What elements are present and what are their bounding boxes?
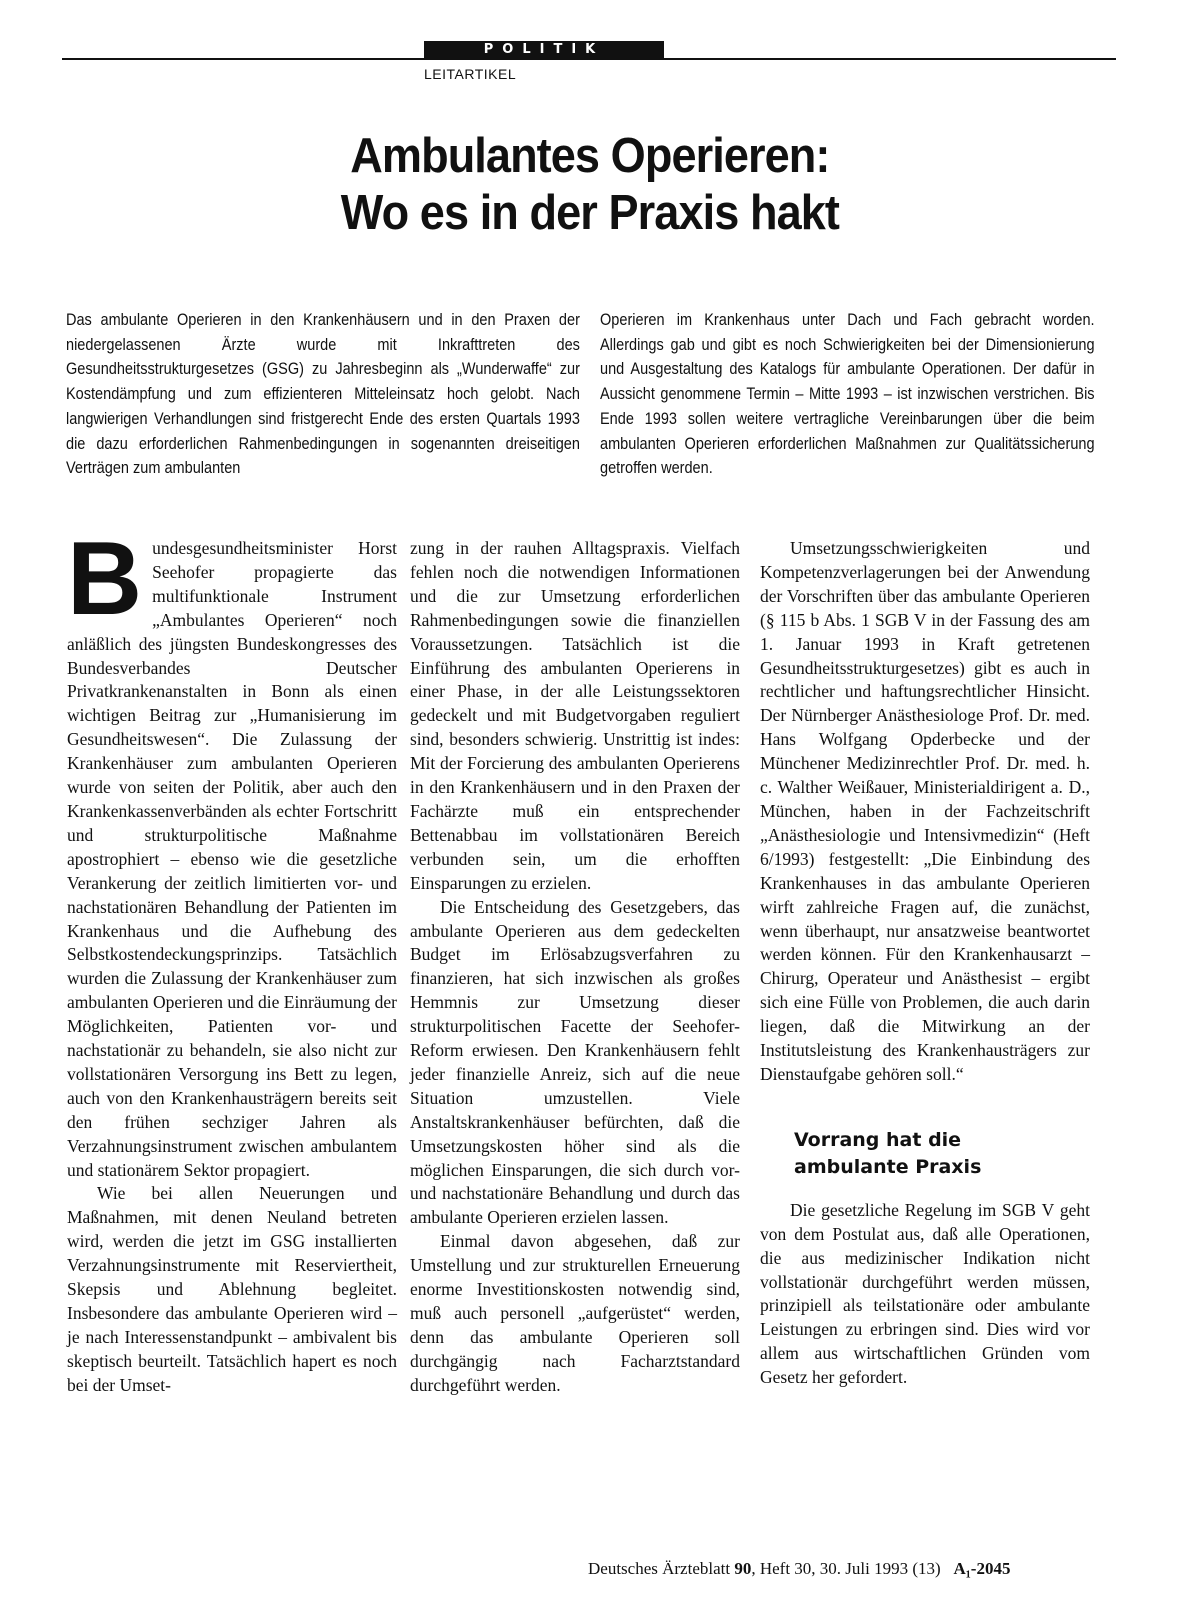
paragraph-5: Einmal davon abgesehen, daß zur Umstellung und zur strukturellen Erneuerung enorme Investitionskosten notwendig sind, muß auch personell „aufgerüstet“ werden, denn das ambulante Operieren soll durchgängig nach Facharztstandard durchgeführt werden. xyxy=(410,1231,740,1395)
body-column-1 xyxy=(67,521,397,1398)
lead-column-1 xyxy=(66,308,580,481)
headline-line-2: Wo es in der Praxis hakt xyxy=(340,186,839,240)
lead-column-2 xyxy=(600,308,1095,481)
subheading-line-1: Vorrang hat die xyxy=(794,1128,962,1151)
headline-line-1: Ambulantes Operieren: xyxy=(350,129,830,183)
volume-number: 90 xyxy=(734,1559,752,1578)
body-column-3 xyxy=(760,537,1090,1390)
header-rule xyxy=(62,58,1116,60)
paragraph-1-text: undesgesundheitsminister Horst Seehofer propagierte das multifunktionale Instrument „Ambulantes Operieren“ noch anläßlich des jüngsten Bundeskongresses des Bundesverbandes Deutscher Privatkrankenanstalten in Bonn als einen wichtigen Beitrag zur „Humanisierung im Gesundheitswesen“. Die Zulassung der Krankenhäuser zum ambulanten Operieren wurde von seiten der Politik, aber auch den Krankenkassenverbänden als echter Fortschritt und strukturpolitische Maßnahme apostrophiert – ebenso wie die gesetzliche Verankerung der zeitlich limitierten vor- und nachstationären Behandlung der Patienten im Krankenhaus und die Aufhebung des Selbstkostendeckungsprinzips. Tatsächlich wurden die Zulassung der Krankenhäuser zum ambulanten Operieren und die Einräumung der Möglichkeiten, Patienten vor- und nachstationär zu behandeln, sie also nicht zur vollstationären Versorgung ins Bett zu legen, auch von den Krankenhausträgern bereits seit den frühen sechziger Jahren als Verzahnungsinstrument zwischen ambulantem und stationärem Sektor propagiert. xyxy=(67,538,397,1180)
section-label: POLITIK xyxy=(424,41,664,58)
issue-info: , Heft 30, 30. Juli 1993 (13) xyxy=(751,1559,941,1578)
subheading xyxy=(794,1127,1090,1181)
paragraph-2: Wie bei allen Neuerungen und Maßnahmen, mit denen Neuland betreten wird, werden die jetzt im GSG installierten Verzahnungsinstrumente mit Reserviertheit, Skepsis und Ablehnung begleitet. Insbesondere das ambulante Operieren wird – je nach Interessenstandpunkt – ambivalent bis skeptisch beurteilt. Tatsächlich hapert es noch bei der Umset- xyxy=(67,1183,397,1395)
lead-text-2: Operieren im Krankenhaus unter Dach und Fach gebracht worden. Allerdings gab und gibt es noch Schwierigkeiten bei der Dimensionierung und Ausgestaltung des Katalogs für ambulante Operationen. Der dafür in Aussicht genommene Termin – Mitte 1993 – ist inzwischen verstrichen. Bis Ende 1993 sollen weitere vertragliche Vereinbarungen über die beim ambulanten Operieren erforderlichen Maßnahmen zur Qualitätssicherung getroffen werden. xyxy=(600,311,1095,478)
paragraph-6: Umsetzungsschwierigkeiten und Kompetenzverlagerungen bei der Anwendung der Vorschriften über das ambulante Operieren (§ 115 b Abs. 1 SGB V in der Fassung des am 1. Januar 1993 in Kraft getretenen Gesundheitsstrukturgesetzes) gibt es auch in rechtlicher und haftungsrechtlicher Hinsicht. Der Nürnberger Anästhesiologe Prof. Dr. med. Hans Wolfgang Opderbecke und der Münchener Medizinrechtler Prof. Dr. med. h. c. Walther Weißauer, Ministerialdirigent a. D., München, haben in der Fachzeitschrift „Anästhesiologie und Intensivmedizin“ (Heft 6/1993) festgestellt: „Die Einbindung des Krankenhauses in das ambulante Operieren wirft zahlreiche Fragen auf, die zunächst, wenn überhaupt, nur ansatzweise beantwortet werden können. Für den Krankenhausarzt – Chirurg, Operateur und Anästhesist – ergibt sich eine Fülle von Problemen, die auch darin liegen, daß die Mitwirkung an der Institutsleistung des Krankenhausträgers zur Dienstaufgabe gehören soll.“ xyxy=(760,538,1090,1084)
headline xyxy=(48,128,1132,242)
subsection-label: LEITARTIKEL xyxy=(424,66,517,82)
paragraph-4: Die Entscheidung des Gesetzgebers, das ambulante Operieren aus dem gedeckelten Budget im Erlösabzugsverfahren zu finanzieren, hat sich inzwischen als großes Hemmnis zur Umsetzung dieser strukturpolitischen Facette der Seehofer-Reform erwiesen. Den Krankenhäusern fehlt jeder finanzielle Anreiz, sich auf die neue Situation umzustellen. Viele Anstaltskrankenhäuser befürchten, daß die Umsetzungskosten höher sind als die möglichen Einsparungen, die sich durch vor- und nachstationäre Behandlung und durch das ambulante Operieren erzielen lassen. xyxy=(410,896,740,1228)
paragraph-7: Die gesetzliche Regelung im SGB V geht von dem Postulat aus, daß alle Operationen, die aus medizinischer Indikation nicht vollstationär durchgeführt werden müssen, prinzipiell als teilstationäre oder ambulante Leistungen zu erbringen sind. Dies wird vor allem aus wirtschaftlichen Gründen vom Gesetz her gefordert. xyxy=(760,1199,1090,1388)
lead-text-1: Das ambulante Operieren in den Krankenhäusern und in den Praxen der niedergelassenen Ärzte wurde mit Inkrafttreten des Gesundheitsstrukturgesetzes (GSG) zu Jahresbeginn als „Wunderwaffe“ zur Kostendämpfung und zum effizienteren Mitteleinsatz hoch gelobt. Nach langwierigen Verhandlungen sind fristgerecht Ende des ersten Quartals 1993 die dazu erforderlichen Rahmenbedingungen in sogenannten dreiseitigen Verträgen zum ambulanten xyxy=(66,311,580,478)
subheading-line-2: ambulante Praxis xyxy=(794,1155,982,1178)
page-footer xyxy=(588,1559,1010,1579)
body-column-2 xyxy=(410,537,740,1398)
paragraph-3: zung in der rauhen Alltagspraxis. Vielfach fehlen noch die notwendigen Informationen und die zur Umsetzung erforderlichen Rahmenbedingungen sowie die finanziellen Voraussetzungen. Tatsächlich ist die Einführung des ambulanten Operierens in einer Phase, in der alle Leistungssektoren gedeckelt und mit Budgetvorgaben reguliert sind, besonders schwierig. Unstrittig ist indes: Mit der Forcierung des ambulanten Operierens in den Krankenhäusern und in den Praxen der Fachärzte muß ein entsprechender Bettenabbau im vollstationären Bereich verbunden sein, um die erhofften Einsparungen zu erzielen. xyxy=(410,538,740,893)
journal-name: Deutsches Ärzteblatt xyxy=(588,1559,731,1578)
drop-cap: B xyxy=(67,521,143,637)
paragraph-1 xyxy=(67,521,397,1182)
page-number: A₁-2045 xyxy=(953,1559,1011,1578)
